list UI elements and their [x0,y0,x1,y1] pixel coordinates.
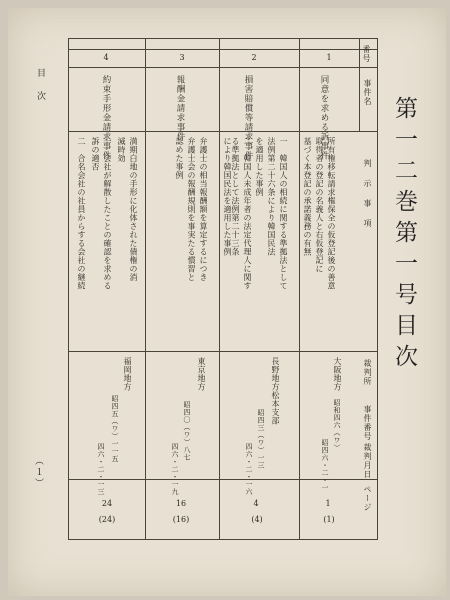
page-number: （１） [33,456,43,489]
court: 福岡地方 [123,357,132,391]
side-label: 目次 [35,68,45,114]
court: 東京地方 [197,357,206,391]
page-ref-paren: (24) [98,515,116,524]
judgment-date: 四六・二・一九 [171,443,179,496]
holding-line: 弁護士の相当報酬額を算定するにつき [199,137,208,282]
holding-line: 訴の適否 [91,137,100,171]
holding-line: 二 韓国人未成年者の法定代理人に関す [243,137,252,290]
holding-line: 弁護士会の報酬規則を事実たる慣習と [187,137,196,282]
page-ref: 1 [325,499,331,508]
page-ref: 24 [101,499,113,508]
column-divider [219,39,220,539]
page-ref: 4 [253,499,259,508]
holding-line: により韓国民法を適用した事例 [223,137,232,256]
holding-line: 満期白地の手形に化体された債権の消 [129,137,138,282]
column-divider [145,39,146,539]
case-number: 昭和四六（ワ） [333,399,341,452]
case-number: 昭四三（ワ）一三 [257,409,265,469]
header-judgment-date: 裁判月日 [363,443,372,479]
holding-line: 所有権移転請求権保全の仮登記後の善意 [327,137,336,290]
table-rule [69,49,377,50]
holding-line: る準拠法として法例第二十三条 [231,137,240,256]
contents-table [68,38,378,540]
page-ref: 16 [175,499,187,508]
holding-line: 基づく本登記の承諾義務の有無 [303,137,312,256]
header-case-number: 事件番号 [363,405,372,441]
holding-line: 一 会社が解散したことの確認を求める [103,137,112,290]
judgment-date: 四六・二・一六 [245,443,253,496]
court: 長野地方松本支部 [271,357,280,425]
case-name: 同意を求める訴事件 [319,75,329,161]
table-rule [69,351,377,352]
row-number: 3 [179,53,185,62]
case-number: 昭四〇（ワ）八七 [183,401,191,461]
row-number: 1 [326,53,332,62]
row-number: 2 [251,53,257,62]
court: 大阪地方 [333,357,342,391]
table-rule [69,67,377,68]
header-case-name: 事件名 [363,79,372,106]
case-name: 約束手形金請求事件 [101,75,111,161]
case-name: 報酬金請求事件 [175,75,185,142]
holding-line: 滅時効 [117,137,126,163]
document-page [8,8,446,596]
header-holding: 判示事項 [363,159,372,239]
holding-line: 取得者の登記の名義人と右仮登記に [315,137,324,273]
case-name: 損害賠償等請求事件 [243,75,253,161]
holding-line: を適用した事例 [255,137,264,197]
page-ref-paren: (1) [323,515,335,524]
row-number: 4 [103,53,109,62]
holding-line: 一 韓国人の相続に関する準拠法として [279,137,288,290]
holding-line: 法例第二十六条により韓国民法 [267,137,276,256]
holding-line: 認めた事例 [175,137,184,180]
case-number: 昭四五（ワ）一一五 [111,395,119,463]
judgment-date: 四六・二・一三 [97,443,105,496]
holding-line: 二 合名会社の社員からする会社の継続 [77,137,86,290]
column-divider [359,39,360,131]
page-ref-paren: (16) [172,515,190,524]
header-court: 裁判所 [363,359,372,386]
page-ref-paren: (4) [251,515,263,524]
judgment-date: 昭四六・二・一 [321,439,329,492]
volume-title: 第一二巻第一号目次 [391,96,417,375]
header-number: 番号 [362,45,371,63]
column-divider [299,39,300,539]
header-page: ページ [363,485,372,512]
